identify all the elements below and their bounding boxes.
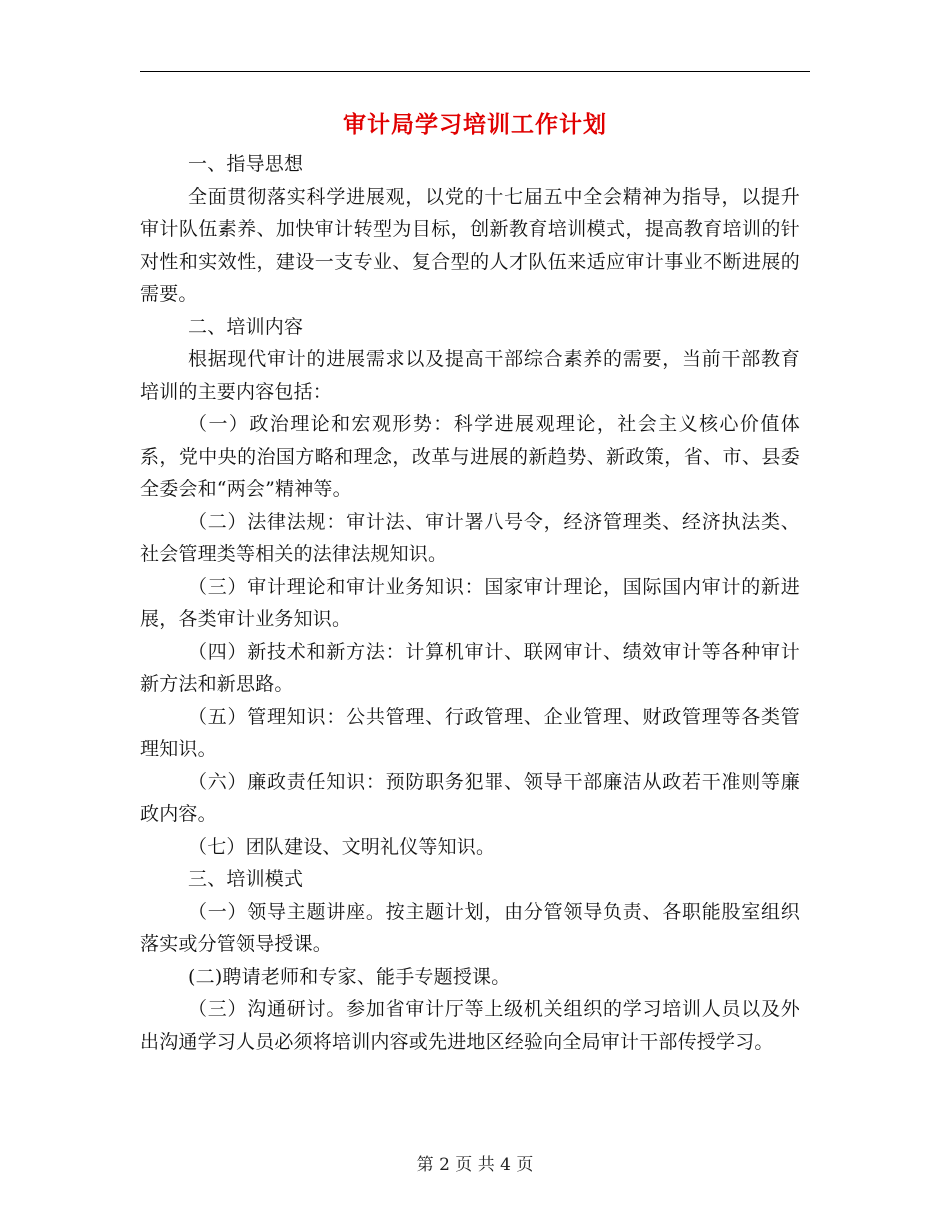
section-heading-training-content: 二、培训内容 (188, 315, 304, 338)
document-body (140, 148, 800, 1058)
paragraph-training-content-intro: 根据现代审计的进展需求以及提高干部综合素养的需要，当前干部教育培训的主要内容包括： (140, 348, 800, 403)
page-number-footer: 第 2 页 共 4 页 (416, 1155, 534, 1175)
content-item-3: （三）审计理论和审计业务知识：国家审计理论，国际国内审计的新进展，各类审计业务知识。 (140, 575, 800, 630)
header-rule (140, 71, 810, 72)
content-item-2: （二）法律法规：审计法、审计署八号令，经济管理类、经济执法类、社会管理类等相关的法律法规知识。 (140, 510, 800, 565)
document-title: 审计局学习培训工作计划 (343, 112, 607, 138)
content-item-5: （五）管理知识：公共管理、行政管理、企业管理、财政管理等各类管理知识。 (140, 705, 800, 760)
content-item-7: （七）团队建设、文明礼仪等知识。 (188, 835, 496, 858)
mode-item-2: (二)聘请老师和专家、能手专题授课。 (188, 965, 511, 988)
content-item-4: （四）新技术和新方法：计算机审计、联网审计、绩效审计等各种审计新方法和新思路。 (140, 640, 800, 695)
mode-item-1: （一）领导主题讲座。按主题计划，由分管领导负责、各职能股室组织落实或分管领导授课。 (140, 900, 800, 955)
mode-item-3: （三）沟通研讨。参加省审计厅等上级机关组织的学习培训人员以及外出沟通学习人员必须将培训内容或先进地区经验向全局审计干部传授学习。 (140, 998, 800, 1053)
section-heading-training-mode: 三、培训模式 (188, 868, 304, 890)
paragraph-guiding-ideology: 全面贯彻落实科学进展观，以党的十七届五中全会精神为指导，以提升审计队伍素养、加快审计转型为目标，创新教育培训模式，提高教育培训的针对性和实效性，建设一支专业、复合型的人才队伍来适应审计事业不断进展的需要。 (140, 185, 800, 305)
section-heading-guiding-ideology: 一、指导思想 (188, 153, 304, 175)
content-item-1: （一）政治理论和宏观形势：科学进展观理论，社会主义核心价值体系，党中央的治国方略和理念，改革与进展的新趋势、新政策，省、市、县委全委会和“两会”精神等。 (140, 413, 800, 500)
content-item-6: （六）廉政责任知识：预防职务犯罪、领导干部廉洁从政若干准则等廉政内容。 (140, 770, 800, 825)
